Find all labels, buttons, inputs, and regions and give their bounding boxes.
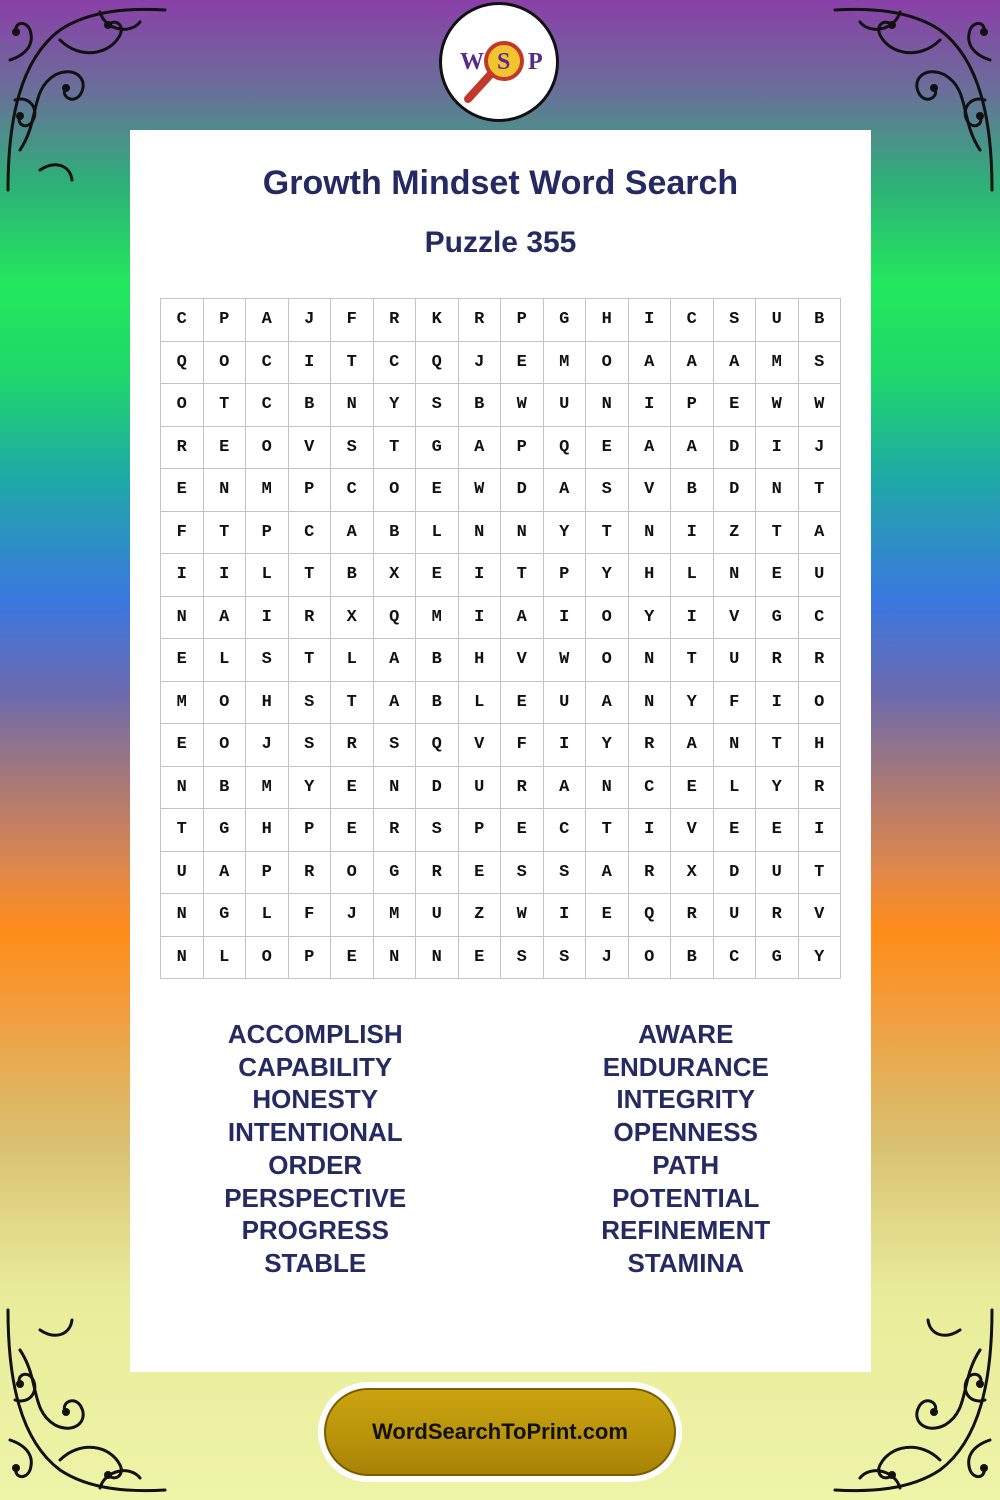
grid-cell[interactable]: T bbox=[289, 554, 332, 597]
logo-letter: P bbox=[528, 49, 543, 75]
grid-cell[interactable]: Q bbox=[374, 597, 417, 640]
grid-cell[interactable]: X bbox=[331, 597, 374, 640]
grid-cell[interactable]: U bbox=[544, 682, 587, 725]
grid-cell[interactable]: Y bbox=[374, 384, 417, 427]
grid-cell[interactable]: A bbox=[544, 767, 587, 810]
grid-cell[interactable]: B bbox=[416, 639, 459, 682]
grid-cell[interactable]: P bbox=[671, 384, 714, 427]
grid-cell[interactable]: Q bbox=[161, 342, 204, 385]
grid-cell[interactable]: S bbox=[586, 469, 629, 512]
grid-cell[interactable]: X bbox=[374, 554, 417, 597]
grid-cell[interactable]: E bbox=[586, 894, 629, 937]
site-link-label: WordSearchToPrint.com bbox=[372, 1419, 628, 1444]
site-link[interactable] bbox=[318, 1382, 682, 1482]
grid-cell[interactable]: I bbox=[671, 512, 714, 555]
page-title: Growth Mindset Word Search bbox=[262, 164, 739, 202]
grid-cell[interactable]: C bbox=[161, 299, 204, 342]
grid-cell[interactable]: N bbox=[416, 937, 459, 980]
grid-cell[interactable]: R bbox=[416, 852, 459, 895]
grid-cell[interactable]: F bbox=[714, 682, 757, 725]
grid-cell[interactable]: N bbox=[161, 767, 204, 810]
grid-cell[interactable]: R bbox=[331, 724, 374, 767]
grid-cell[interactable]: E bbox=[586, 427, 629, 470]
grid-cell[interactable]: N bbox=[629, 682, 672, 725]
grid-cell[interactable]: R bbox=[799, 639, 842, 682]
grid-cell[interactable]: F bbox=[161, 512, 204, 555]
grid-cell[interactable]: G bbox=[204, 809, 247, 852]
grid-cell[interactable]: W bbox=[501, 894, 544, 937]
grid-cell[interactable]: N bbox=[501, 512, 544, 555]
grid-cell[interactable]: J bbox=[799, 427, 842, 470]
word-list-right bbox=[501, 1018, 872, 1280]
grid-cell[interactable]: H bbox=[459, 639, 502, 682]
grid-cell[interactable]: C bbox=[544, 809, 587, 852]
grid-cell[interactable]: H bbox=[246, 682, 289, 725]
grid-cell[interactable]: Y bbox=[586, 554, 629, 597]
grid-cell[interactable]: P bbox=[459, 809, 502, 852]
grid-cell[interactable]: I bbox=[544, 894, 587, 937]
grid-cell[interactable]: U bbox=[714, 894, 757, 937]
grid-cell[interactable]: S bbox=[374, 724, 417, 767]
grid-cell[interactable]: O bbox=[204, 682, 247, 725]
grid-cell[interactable]: I bbox=[671, 597, 714, 640]
grid-cell[interactable]: X bbox=[671, 852, 714, 895]
grid-cell[interactable]: Q bbox=[544, 427, 587, 470]
grid-cell[interactable]: A bbox=[459, 427, 502, 470]
grid-cell[interactable]: O bbox=[799, 682, 842, 725]
grid-cell[interactable]: A bbox=[204, 597, 247, 640]
grid-cell[interactable]: O bbox=[161, 384, 204, 427]
site-link-button[interactable] bbox=[324, 1388, 676, 1476]
grid-cell[interactable]: U bbox=[459, 767, 502, 810]
grid-cell[interactable]: N bbox=[586, 384, 629, 427]
grid-cell[interactable]: E bbox=[756, 809, 799, 852]
grid-cell[interactable]: H bbox=[246, 809, 289, 852]
grid-cell[interactable]: D bbox=[501, 469, 544, 512]
grid-cell[interactable]: V bbox=[671, 809, 714, 852]
wsp-logo[interactable] bbox=[439, 2, 559, 122]
grid-cell[interactable]: L bbox=[331, 639, 374, 682]
grid-cell[interactable]: U bbox=[756, 299, 799, 342]
grid-cell[interactable]: R bbox=[629, 724, 672, 767]
grid-cell[interactable]: A bbox=[586, 852, 629, 895]
grid-cell[interactable]: L bbox=[416, 512, 459, 555]
grid-cell[interactable]: T bbox=[374, 427, 417, 470]
grid-cell[interactable]: U bbox=[714, 639, 757, 682]
word-item: HONESTY bbox=[252, 1084, 379, 1115]
grid-cell[interactable]: B bbox=[204, 767, 247, 810]
grid-cell[interactable]: N bbox=[756, 469, 799, 512]
grid-cell[interactable]: A bbox=[586, 682, 629, 725]
grid-cell[interactable]: S bbox=[501, 937, 544, 980]
grid-cell[interactable]: L bbox=[204, 937, 247, 980]
grid-cell[interactable]: E bbox=[204, 427, 247, 470]
grid-cell[interactable]: J bbox=[459, 342, 502, 385]
grid-cell[interactable]: S bbox=[289, 724, 332, 767]
grid-cell[interactable]: A bbox=[204, 852, 247, 895]
grid-cell[interactable]: B bbox=[289, 384, 332, 427]
grid-cell[interactable]: D bbox=[714, 469, 757, 512]
grid-cell[interactable]: B bbox=[671, 469, 714, 512]
grid-cell[interactable]: O bbox=[246, 937, 289, 980]
grid-cell[interactable]: Q bbox=[416, 342, 459, 385]
grid-cell[interactable]: A bbox=[374, 639, 417, 682]
grid-cell[interactable]: O bbox=[204, 724, 247, 767]
word-item: ENDURANCE bbox=[602, 1051, 769, 1082]
grid-cell[interactable]: P bbox=[544, 554, 587, 597]
grid-cell[interactable]: N bbox=[374, 937, 417, 980]
grid-cell[interactable]: T bbox=[331, 342, 374, 385]
grid-cell[interactable]: F bbox=[289, 894, 332, 937]
grid-cell[interactable]: A bbox=[246, 299, 289, 342]
grid-cell[interactable]: L bbox=[671, 554, 714, 597]
grid-cell[interactable]: O bbox=[331, 852, 374, 895]
grid-cell[interactable]: T bbox=[756, 512, 799, 555]
word-item: INTENTIONAL bbox=[227, 1117, 403, 1148]
grid-cell[interactable]: G bbox=[416, 427, 459, 470]
grid-cell[interactable]: A bbox=[374, 682, 417, 725]
grid-cell[interactable]: A bbox=[331, 512, 374, 555]
grid-cell[interactable]: T bbox=[289, 639, 332, 682]
grid-cell[interactable]: E bbox=[331, 767, 374, 810]
grid-cell[interactable]: L bbox=[246, 554, 289, 597]
grid-cell[interactable]: P bbox=[246, 512, 289, 555]
puzzle-number: Puzzle 355 bbox=[424, 226, 577, 259]
grid-cell[interactable]: R bbox=[756, 639, 799, 682]
grid-cell[interactable]: I bbox=[756, 682, 799, 725]
word-item: AWARE bbox=[638, 1019, 734, 1049]
grid-cell[interactable]: W bbox=[501, 384, 544, 427]
grid-cell[interactable]: E bbox=[331, 809, 374, 852]
grid-cell[interactable]: A bbox=[671, 427, 714, 470]
word-item: REFINEMENT bbox=[601, 1215, 771, 1246]
grid-cell[interactable]: Y bbox=[289, 767, 332, 810]
grid-cell[interactable]: G bbox=[756, 597, 799, 640]
grid-cell[interactable]: H bbox=[586, 299, 629, 342]
grid-cell[interactable]: S bbox=[416, 809, 459, 852]
grid-cell[interactable]: F bbox=[501, 724, 544, 767]
grid-cell[interactable]: Z bbox=[459, 894, 502, 937]
grid-cell[interactable]: O bbox=[246, 427, 289, 470]
grid-cell[interactable]: R bbox=[671, 894, 714, 937]
grid-cell[interactable]: M bbox=[416, 597, 459, 640]
grid-cell[interactable]: C bbox=[289, 512, 332, 555]
grid-cell[interactable]: N bbox=[714, 554, 757, 597]
grid-cell[interactable]: O bbox=[629, 937, 672, 980]
grid-cell[interactable]: M bbox=[161, 682, 204, 725]
grid-cell[interactable]: U bbox=[544, 384, 587, 427]
word-item: STABLE bbox=[264, 1247, 367, 1278]
grid-cell[interactable]: S bbox=[289, 682, 332, 725]
grid-cell[interactable]: I bbox=[629, 299, 672, 342]
grid-cell[interactable]: M bbox=[246, 767, 289, 810]
grid-cell[interactable]: I bbox=[204, 554, 247, 597]
grid-cell[interactable]: R bbox=[459, 299, 502, 342]
grid-cell[interactable]: T bbox=[799, 852, 842, 895]
grid-cell[interactable]: T bbox=[161, 809, 204, 852]
grid-cell[interactable]: R bbox=[289, 852, 332, 895]
grid-cell[interactable]: E bbox=[501, 342, 544, 385]
grid-cell[interactable]: S bbox=[501, 852, 544, 895]
grid-cell[interactable]: S bbox=[544, 937, 587, 980]
grid-cell[interactable]: U bbox=[799, 554, 842, 597]
grid-cell[interactable]: B bbox=[374, 512, 417, 555]
grid-cell[interactable]: E bbox=[671, 767, 714, 810]
grid-cell[interactable]: H bbox=[799, 724, 842, 767]
grid-cell[interactable]: M bbox=[246, 469, 289, 512]
grid-cell[interactable]: N bbox=[374, 767, 417, 810]
grid-cell[interactable]: D bbox=[714, 852, 757, 895]
grid-cell[interactable]: B bbox=[671, 937, 714, 980]
grid-cell[interactable]: Y bbox=[544, 512, 587, 555]
grid-cell[interactable]: R bbox=[501, 767, 544, 810]
grid-cell[interactable]: N bbox=[161, 894, 204, 937]
word-list bbox=[130, 1018, 871, 1280]
grid-cell[interactable]: S bbox=[799, 342, 842, 385]
grid-cell[interactable]: A bbox=[714, 342, 757, 385]
grid-cell[interactable]: K bbox=[416, 299, 459, 342]
grid-cell[interactable]: P bbox=[204, 299, 247, 342]
grid-cell[interactable]: D bbox=[714, 427, 757, 470]
grid-cell[interactable]: S bbox=[246, 639, 289, 682]
grid-cell[interactable]: E bbox=[459, 937, 502, 980]
grid-cell[interactable]: O bbox=[586, 342, 629, 385]
grid-cell[interactable]: T bbox=[204, 384, 247, 427]
grid-cell[interactable]: L bbox=[459, 682, 502, 725]
grid-cell[interactable]: U bbox=[756, 852, 799, 895]
grid-cell[interactable]: Y bbox=[586, 724, 629, 767]
grid-cell[interactable]: Q bbox=[629, 894, 672, 937]
grid-cell[interactable]: M bbox=[544, 342, 587, 385]
grid-cell[interactable]: E bbox=[161, 469, 204, 512]
word-item: POTENTIAL bbox=[612, 1182, 760, 1213]
grid-cell[interactable]: V bbox=[459, 724, 502, 767]
grid-cell[interactable]: U bbox=[161, 852, 204, 895]
grid-cell[interactable]: P bbox=[289, 809, 332, 852]
grid-cell[interactable]: N bbox=[714, 724, 757, 767]
grid-cell[interactable]: E bbox=[714, 809, 757, 852]
grid-cell[interactable]: E bbox=[501, 682, 544, 725]
grid-cell[interactable]: A bbox=[629, 342, 672, 385]
logo-letter: W bbox=[460, 49, 484, 75]
grid-cell[interactable]: O bbox=[586, 597, 629, 640]
letter-grid bbox=[160, 298, 841, 979]
grid-cell[interactable]: I bbox=[799, 809, 842, 852]
grid-cell[interactable]: W bbox=[544, 639, 587, 682]
grid-cell[interactable]: C bbox=[629, 767, 672, 810]
grid-cell[interactable]: N bbox=[629, 512, 672, 555]
grid-cell[interactable]: Y bbox=[671, 682, 714, 725]
grid-cell[interactable]: I bbox=[756, 427, 799, 470]
grid-cell[interactable]: T bbox=[799, 469, 842, 512]
grid-cell[interactable]: C bbox=[799, 597, 842, 640]
grid-cell[interactable]: V bbox=[629, 469, 672, 512]
grid-cell[interactable]: A bbox=[501, 597, 544, 640]
grid-cell[interactable]: M bbox=[374, 894, 417, 937]
grid-cell[interactable]: Y bbox=[629, 597, 672, 640]
grid-cell[interactable]: G bbox=[204, 894, 247, 937]
grid-cell[interactable]: I bbox=[629, 809, 672, 852]
grid-cell[interactable]: E bbox=[416, 469, 459, 512]
grid-cell[interactable]: N bbox=[161, 937, 204, 980]
grid-cell[interactable]: P bbox=[289, 469, 332, 512]
grid-cell[interactable]: B bbox=[459, 384, 502, 427]
grid-cell[interactable]: F bbox=[331, 299, 374, 342]
logo-letter: S bbox=[497, 49, 511, 75]
grid-cell[interactable]: W bbox=[756, 384, 799, 427]
grid-cell[interactable]: J bbox=[331, 894, 374, 937]
grid-cell[interactable]: N bbox=[459, 512, 502, 555]
grid-cell[interactable]: N bbox=[204, 469, 247, 512]
grid-cell[interactable]: C bbox=[671, 299, 714, 342]
grid-cell[interactable]: V bbox=[714, 597, 757, 640]
grid-cell[interactable]: W bbox=[459, 469, 502, 512]
grid-cell[interactable]: O bbox=[204, 342, 247, 385]
grid-cell[interactable]: R bbox=[289, 597, 332, 640]
grid-cell[interactable]: C bbox=[331, 469, 374, 512]
grid-cell[interactable]: C bbox=[246, 342, 289, 385]
grid-cell[interactable]: L bbox=[714, 767, 757, 810]
grid-cell[interactable]: G bbox=[374, 852, 417, 895]
grid-cell[interactable]: T bbox=[501, 554, 544, 597]
grid-cell[interactable]: B bbox=[331, 554, 374, 597]
grid-cell[interactable]: L bbox=[204, 639, 247, 682]
grid-cell[interactable]: O bbox=[374, 469, 417, 512]
grid-cell[interactable]: N bbox=[161, 597, 204, 640]
grid-cell[interactable]: T bbox=[331, 682, 374, 725]
grid-cell[interactable]: J bbox=[586, 937, 629, 980]
grid-cell[interactable]: C bbox=[714, 937, 757, 980]
grid-cell[interactable]: G bbox=[756, 937, 799, 980]
grid-cell[interactable]: J bbox=[246, 724, 289, 767]
grid-cell[interactable]: S bbox=[714, 299, 757, 342]
grid-cell[interactable]: N bbox=[586, 767, 629, 810]
grid-cell[interactable]: E bbox=[416, 554, 459, 597]
word-item: ORDER bbox=[268, 1149, 363, 1180]
grid-cell[interactable]: T bbox=[586, 809, 629, 852]
grid-cell[interactable]: S bbox=[416, 384, 459, 427]
grid-cell[interactable]: E bbox=[756, 554, 799, 597]
grid-cell[interactable]: Q bbox=[416, 724, 459, 767]
grid-cell[interactable]: E bbox=[501, 809, 544, 852]
grid-cell[interactable]: P bbox=[246, 852, 289, 895]
grid-cell[interactable]: U bbox=[416, 894, 459, 937]
grid-cell[interactable]: O bbox=[586, 639, 629, 682]
grid-cell[interactable]: T bbox=[204, 512, 247, 555]
word-list-left bbox=[130, 1018, 501, 1280]
grid-cell[interactable]: I bbox=[459, 554, 502, 597]
word-item: PROGRESS bbox=[241, 1215, 389, 1246]
grid-cell[interactable]: N bbox=[629, 639, 672, 682]
grid-cell[interactable]: R bbox=[756, 894, 799, 937]
grid-cell[interactable]: N bbox=[331, 384, 374, 427]
grid-cell[interactable]: B bbox=[799, 299, 842, 342]
grid-cell[interactable]: E bbox=[331, 937, 374, 980]
grid-cell[interactable]: M bbox=[756, 342, 799, 385]
grid-cell[interactable]: C bbox=[246, 384, 289, 427]
grid-cell[interactable]: S bbox=[544, 852, 587, 895]
word-item: OPENNESS bbox=[613, 1117, 758, 1148]
grid-cell[interactable]: P bbox=[501, 299, 544, 342]
grid-cell[interactable]: S bbox=[331, 427, 374, 470]
grid-cell[interactable]: W bbox=[799, 384, 842, 427]
grid-cell[interactable]: A bbox=[544, 469, 587, 512]
word-item: PATH bbox=[652, 1149, 720, 1180]
grid-cell[interactable]: E bbox=[161, 724, 204, 767]
grid-cell[interactable]: A bbox=[671, 724, 714, 767]
grid-cell[interactable]: A bbox=[799, 512, 842, 555]
grid-cell[interactable]: V bbox=[799, 894, 842, 937]
grid-cell[interactable]: I bbox=[289, 342, 332, 385]
grid-cell[interactable]: R bbox=[161, 427, 204, 470]
word-item: PERSPECTIVE bbox=[224, 1182, 407, 1213]
grid-cell[interactable]: C bbox=[374, 342, 417, 385]
grid-cell[interactable]: Y bbox=[756, 767, 799, 810]
word-item: INTEGRITY bbox=[616, 1084, 756, 1115]
grid-cell[interactable]: R bbox=[374, 299, 417, 342]
grid-cell[interactable]: E bbox=[459, 852, 502, 895]
grid-cell[interactable]: P bbox=[501, 427, 544, 470]
puzzle-card bbox=[130, 130, 871, 1372]
grid-cell[interactable]: L bbox=[246, 894, 289, 937]
grid-cell[interactable]: I bbox=[629, 384, 672, 427]
grid-cell[interactable]: I bbox=[459, 597, 502, 640]
grid-cell[interactable]: R bbox=[374, 809, 417, 852]
grid-cell[interactable]: H bbox=[629, 554, 672, 597]
grid-cell[interactable]: I bbox=[161, 554, 204, 597]
grid-cell[interactable]: T bbox=[756, 724, 799, 767]
grid-cell[interactable]: I bbox=[246, 597, 289, 640]
grid-cell[interactable]: Y bbox=[799, 937, 842, 980]
grid-cell[interactable]: P bbox=[289, 937, 332, 980]
grid-cell[interactable]: V bbox=[501, 639, 544, 682]
grid-cell[interactable]: E bbox=[714, 384, 757, 427]
grid-cell[interactable]: G bbox=[544, 299, 587, 342]
grid-cell[interactable]: Z bbox=[714, 512, 757, 555]
grid-cell[interactable]: J bbox=[289, 299, 332, 342]
grid-cell[interactable]: V bbox=[289, 427, 332, 470]
word-item: CAPABILITY bbox=[238, 1051, 393, 1082]
word-item: STAMINA bbox=[627, 1247, 744, 1278]
grid-cell[interactable]: I bbox=[544, 724, 587, 767]
grid-cell[interactable]: R bbox=[629, 852, 672, 895]
grid-cell[interactable]: A bbox=[671, 342, 714, 385]
grid-cell[interactable]: R bbox=[799, 767, 842, 810]
grid-cell[interactable]: B bbox=[416, 682, 459, 725]
grid-cell[interactable]: E bbox=[161, 639, 204, 682]
word-item: ACCOMPLISH bbox=[227, 1019, 403, 1049]
grid-cell[interactable]: T bbox=[671, 639, 714, 682]
grid-cell[interactable]: A bbox=[629, 427, 672, 470]
grid-cell[interactable]: T bbox=[586, 512, 629, 555]
grid-cell[interactable]: D bbox=[416, 767, 459, 810]
grid-cell[interactable]: I bbox=[544, 597, 587, 640]
